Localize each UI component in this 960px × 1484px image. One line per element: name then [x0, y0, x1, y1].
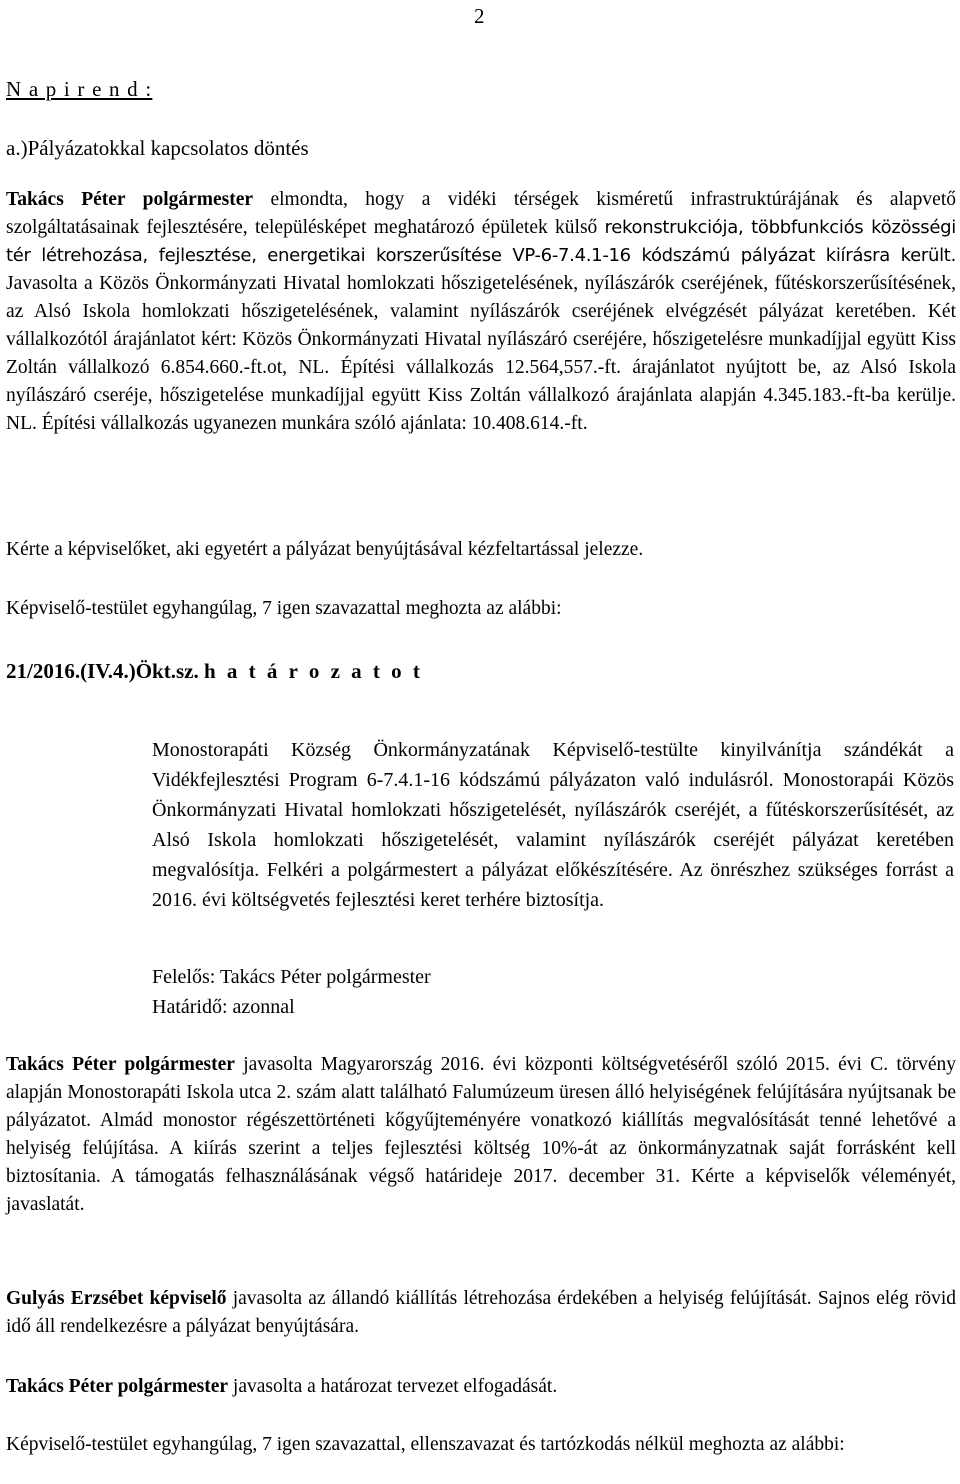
paragraph-text: elmondta, hogy a vidéki térségek kisméretű infrastruktúrájának és alapvető szolgáltatásainak fejlesztésére, településképet meghatározó épületek külső [6, 189, 956, 238]
agenda-title: N a p i r e n d : [6, 77, 153, 101]
paragraph-text: Javasolta a Közös Önkormányzati Hivatal homlokzati hőszigetelésének, nyílászárók cseréjének, fűtéskorszerűsítésének, az Alsó Iskola homlokzati hőszigetelésének, valamint nyílászárók cseréjének elvégzését pályázat keretében. Két vállalkozótól árajánlatot kért: Közös Önkormányzati Hivatal nyílászáró cseréjére, hőszigetelésre munkadíjjal együtt Kiss Zoltán vállalkozó 6.854.660.-ft.ot, NL. Építési vállalkozás 12.564,557.-ft. árajánlatot nyújtott be, az Alsó Iskola nyílászáró cseréje, hőszigetelése munkadíjjal együtt Kiss Zoltán vállalkozó árajánlata alapján 4.345.183.-ft-ba kerülje. NL. Építési vállalkozás ugyanezen munkára szóló ajánlata: 10.408.614.-ft. [6, 273, 956, 434]
resolution-number: 21/2016.(IV.4.)Ökt.sz. h a t á r o z a t o t [6, 659, 423, 683]
deadline: Határidő: azonnal [152, 996, 295, 1018]
paragraph-mayor-adoption [6, 1373, 956, 1401]
paragraph-text: javasolta a határozat tervezet elfogadását. [228, 1376, 558, 1397]
agenda-item: a.)Pályázatokkal kapcsolatos döntés [6, 136, 309, 160]
resolution-text: Monostorapáti Község Önkormányzatának Képviselő-testülte kinyilvánítja szándékát a Vidékfejlesztési Program 6-7.4.1-16 kódszámú pályázaton való indulásról. Monostorapái Közös Önkormányzati Hivatal homlokzati hőszigetelését, nyílászárók cseréjét, a fűtéskorszerűsítését, az Alsó Iskola homlokzati hőszigetelését, valamint nyílászárók cseréjét pályázat keretében megvalósítja. Felkéri a polgármestert a pályázat előkészítésére. Az önrészhez szükséges forrást a 2016. évi költségvetés fejlesztési keret terhére biztosítja. [152, 739, 954, 911]
paragraph-mayor-proposal [6, 186, 956, 438]
paragraph-request-vote: Kérte a képviselőket, aki egyetért a pályázat benyújtásával kézfeltartással jelezze. [6, 539, 644, 560]
speaker-name: Gulyás Erzsébet képviselő [6, 1288, 227, 1309]
paragraph-final-vote: Képviselő-testület egyhangúlag, 7 igen szavazattal, ellenszavazat és tartózkodás nélkül meghozta az alábbi: [6, 1434, 845, 1455]
speaker-name: Takács Péter polgármester [6, 1054, 235, 1075]
paragraph-vote-result: Képviselő-testület egyhangúlag, 7 igen szavazattal meghozta az alábbi: [6, 598, 562, 619]
paragraph-museum-proposal [6, 1051, 956, 1219]
paragraph-councillor-opinion [6, 1285, 956, 1341]
paragraph-text: javasolta az állandó kiállítás létrehozása érdekében a helyiség felújítását. Sajnos elég rövid idő áll rendelkezésre a pályázat benyújtására. [6, 1288, 956, 1337]
paragraph-text-sans: rekonstrukciója, többfunkciós közösségi tér létrehozása, fejlesztése, energetikai korszerűsítése VP-6-7.4.1-16 kódszámú pályázat kiírásra került. [6, 217, 956, 266]
responsible-person: Felelős: Takács Péter polgármester [152, 966, 431, 988]
speaker-name: Takács Péter polgármester [6, 1376, 229, 1397]
paragraph-text: javasolta Magyarország 2016. évi központi költségvetéséről szóló 2015. évi C. törvény alapján Monostorapáti Iskola utca 2. szám alatt található Falumúzeum üresen álló helyiségének felújítására nyújtsanak be pályázatot. Almád monostor régészettörténeti kőgyűjteményére vonatkozó kiállítás megvalósítását tenné lehetővé a helyiség felújítása. A kiírás szerint a teljes fejlesztési költség 10%-át az önkormányzatnak saját forrásként kell biztosítania. A támogatás felhasználásának végső határideje 2017. december 31. Kérte a képviselők véleményét, javaslatát. [6, 1054, 956, 1215]
resolution-word: h a t á r o z a t o t [203, 659, 423, 683]
speaker-name: Takács Péter polgármester [6, 189, 254, 210]
page-number: 2 [474, 4, 485, 28]
